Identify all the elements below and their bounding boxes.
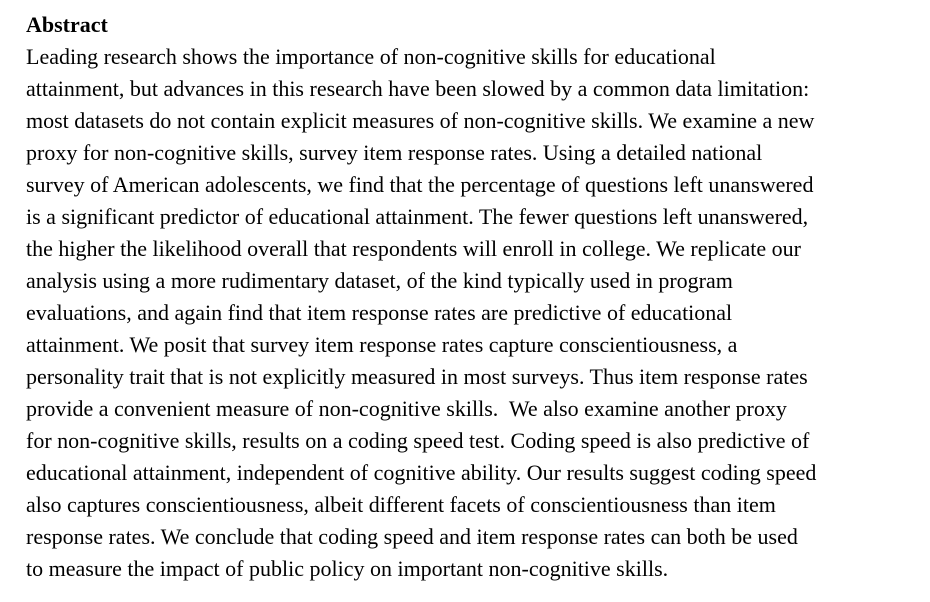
abstract-line: proxy for non-cognitive skills, survey item response rates. Using a detailed national — [26, 140, 763, 165]
abstract-section — [26, 9, 921, 585]
abstract-line: also captures conscientiousness, albeit different facets of conscientiousness than item — [26, 492, 776, 517]
abstract-line: provide a convenient measure of non-cognitive skills. We also examine another proxy — [26, 396, 787, 421]
abstract-line: analysis using a more rudimentary dataset, of the kind typically used in program — [26, 268, 733, 293]
abstract-line: for non-cognitive skills, results on a coding speed test. Coding speed is also predictive of — [26, 428, 810, 453]
abstract-line: educational attainment, independent of cognitive ability. Our results suggest coding speed — [26, 460, 817, 485]
abstract-heading: Abstract — [26, 12, 108, 37]
abstract-line: is a significant predictor of educational attainment. The fewer questions left unanswered, — [26, 204, 809, 229]
abstract-line: to measure the impact of public policy on important non-cognitive skills. — [26, 556, 669, 581]
abstract-line: personality trait that is not explicitly measured in most surveys. Thus item response rates — [26, 364, 808, 389]
abstract-line: Leading research shows the importance of non-cognitive skills for educational — [26, 44, 716, 69]
abstract-line: survey of American adolescents, we find that the percentage of questions left unanswered — [26, 172, 814, 197]
abstract-line: the higher the likelihood overall that respondents will enroll in college. We replicate our — [26, 236, 801, 261]
abstract-body — [26, 41, 921, 585]
abstract-line: response rates. We conclude that coding speed and item response rates can both be used — [26, 524, 798, 549]
abstract-line: most datasets do not contain explicit measures of non-cognitive skills. We examine a new — [26, 108, 815, 133]
abstract-line: attainment, but advances in this research have been slowed by a common data limitation: — [26, 76, 810, 101]
abstract-line: attainment. We posit that survey item response rates capture conscientiousness, a — [26, 332, 738, 357]
abstract-line: evaluations, and again find that item response rates are predictive of educational — [26, 300, 733, 325]
